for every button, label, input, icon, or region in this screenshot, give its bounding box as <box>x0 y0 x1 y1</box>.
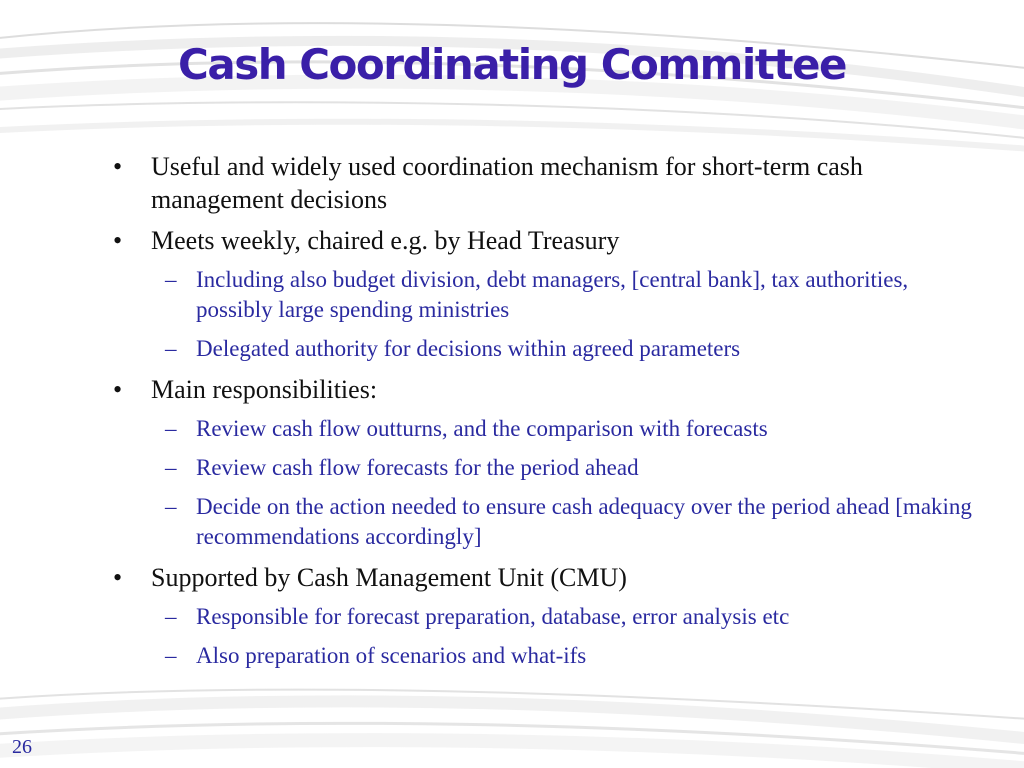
sub-bullet-text: Including also budget division, debt managers, [central bank], tax authorities, possibly large spending ministries <box>196 267 909 322</box>
slide-title: Cash Coordinating Committee <box>178 40 846 89</box>
bullet-item <box>108 224 988 257</box>
sub-bullet-item <box>108 641 988 671</box>
bullet-marker: • <box>113 563 123 592</box>
sub-bullet-text: Also preparation of scenarios and what-ifs <box>196 643 587 668</box>
sub-bullet-item <box>108 414 988 444</box>
dash-marker: – <box>165 604 177 629</box>
bullet-marker: • <box>113 152 123 181</box>
slide-content <box>108 150 988 680</box>
sub-bullet-item <box>108 492 988 552</box>
sub-bullet-item <box>108 602 988 632</box>
bullet-text: Main responsibilities: <box>151 375 378 404</box>
sub-bullet-item <box>108 453 988 483</box>
dash-marker: – <box>165 416 177 441</box>
page-number: 26 <box>12 736 32 758</box>
sub-bullet-text: Delegated authority for decisions within agreed parameters <box>196 336 741 361</box>
bullet-text: Useful and widely used coordination mechanism for short-term cash management decisions <box>151 152 863 214</box>
bullet-text: Supported by Cash Management Unit (CMU) <box>151 563 627 592</box>
sub-bullet-item <box>108 265 988 325</box>
bullet-marker: • <box>113 226 123 255</box>
sub-bullet-text: Responsible for forecast preparation, database, error analysis etc <box>196 604 790 629</box>
bullet-item <box>108 373 988 406</box>
bullet-item <box>108 561 988 594</box>
bullet-item <box>108 150 988 216</box>
bullet-marker: • <box>113 375 123 404</box>
dash-marker: – <box>165 336 177 361</box>
dash-marker: – <box>165 267 177 292</box>
dash-marker: – <box>165 643 177 668</box>
dash-marker: – <box>165 455 177 480</box>
bullet-text: Meets weekly, chaired e.g. by Head Treasury <box>151 226 620 255</box>
sub-bullet-item <box>108 334 988 364</box>
sub-bullet-text: Review cash flow forecasts for the period ahead <box>196 455 639 480</box>
sub-bullet-text: Review cash flow outturns, and the comparison with forecasts <box>196 416 768 441</box>
sub-bullet-text: Decide on the action needed to ensure cash adequacy over the period ahead [making recommendations accordingly] <box>196 494 972 549</box>
dash-marker: – <box>165 494 177 519</box>
